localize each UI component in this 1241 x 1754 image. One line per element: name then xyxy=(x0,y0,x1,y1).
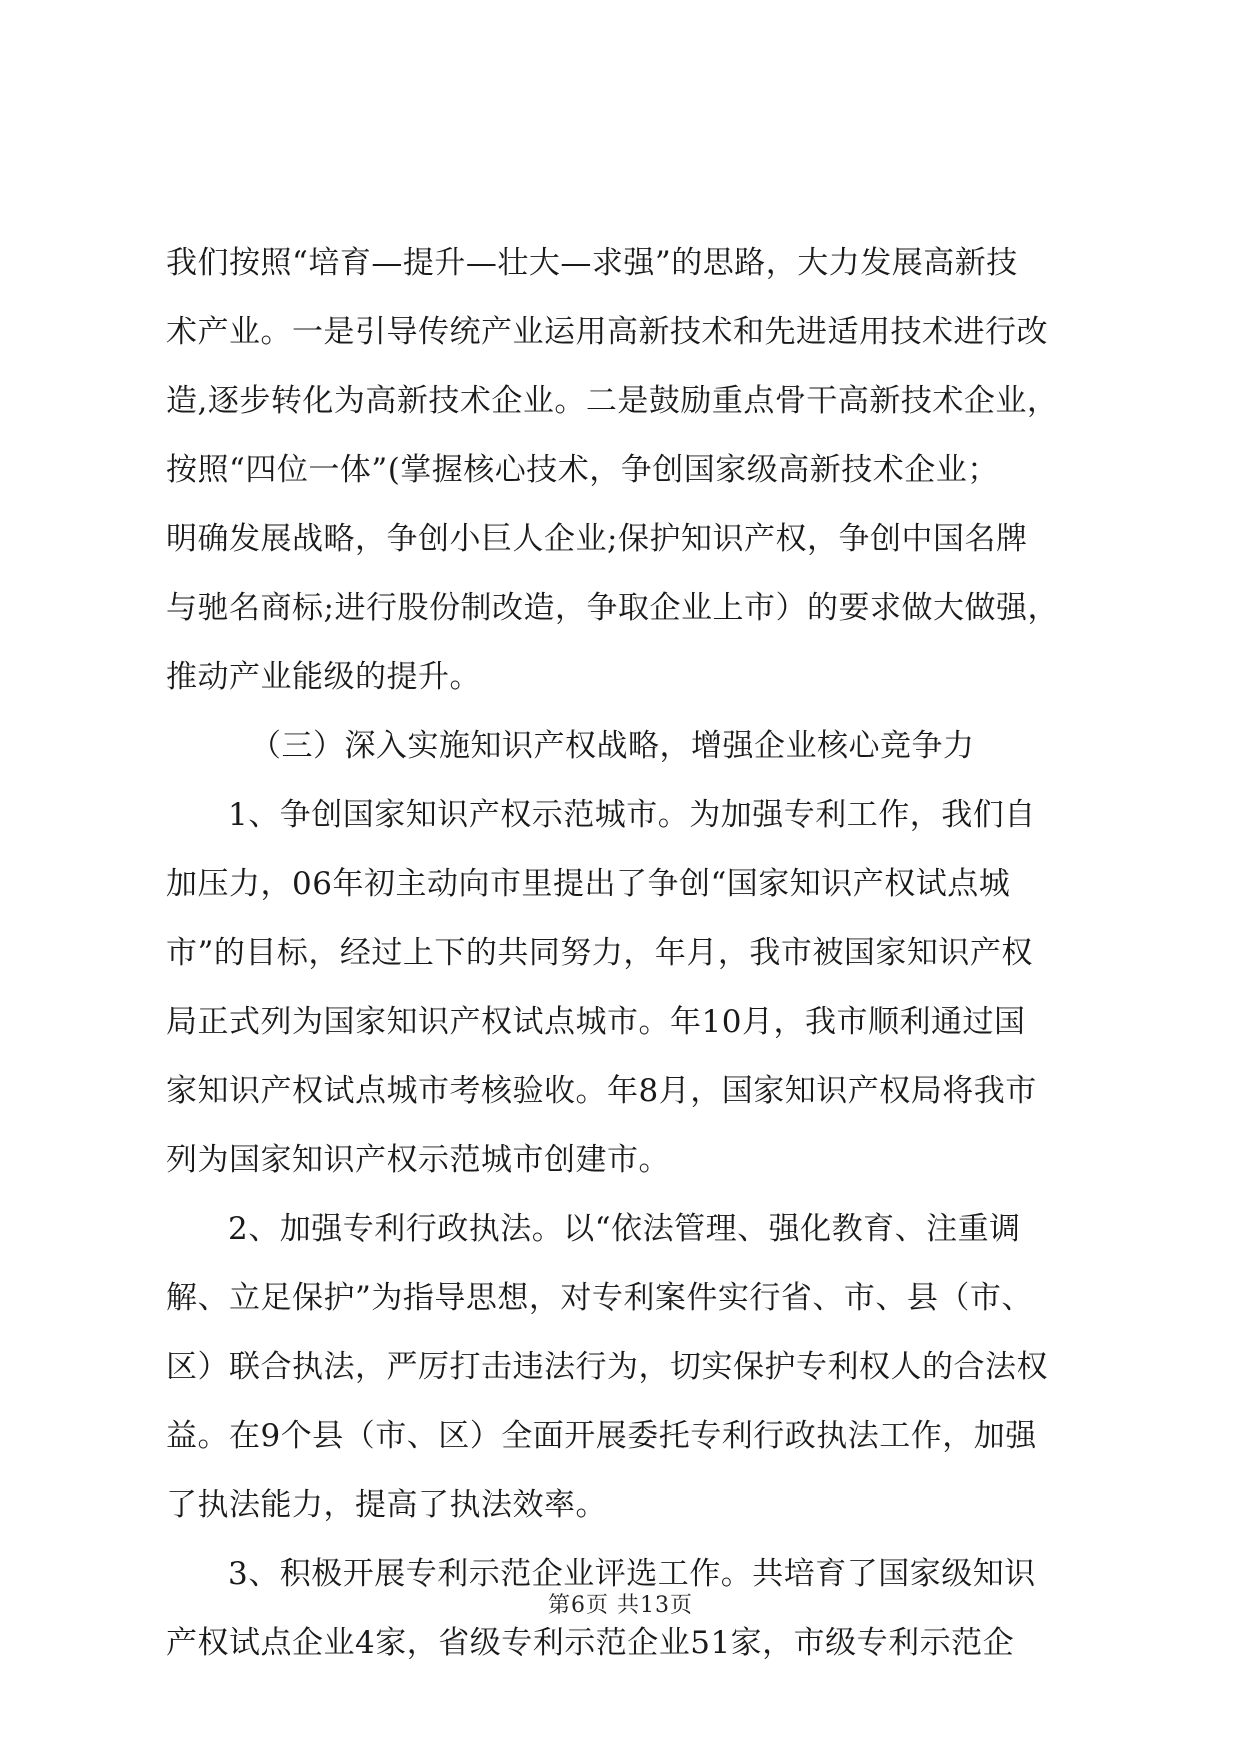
paragraph-1-line-4: 按照“四位一体”(掌握核心技术，争创国家级高新技术企业； xyxy=(166,452,999,488)
paragraph-4-line-2: 解、立足保护”为指导思想，对专利案件实行省、市、县（市、 xyxy=(166,1280,1033,1316)
paragraph-3-line-6: 列为国家知识产权示范城市创建市。 xyxy=(166,1142,670,1178)
paragraph-3-line-4: 局正式列为国家知识产权试点城市。年10月，我市顺利通过国 xyxy=(166,1004,1026,1040)
paragraph-4-line-1: 2、加强专利行政执法。以“依法管理、强化教育、注重调 xyxy=(228,1211,1021,1247)
paragraph-3-line-1: 1、争创国家知识产权示范城市。为加强专利工作，我们自 xyxy=(228,797,1036,833)
paragraph-1-line-5: 明确发展战略，争创小巨人企业;保护知识产权，争创中国名牌 xyxy=(166,521,1028,557)
document-body xyxy=(166,229,1076,1678)
paragraph-3-line-2: 加压力，06年初主动向市里提出了争创“国家知识产权试点城 xyxy=(166,866,1011,902)
section-heading: （三）深入实施知识产权战略，增强企业核心竞争力 xyxy=(250,728,975,764)
paragraph-4-line-3: 区）联合执法，严厉打击违法行为，切实保护专利权人的合法权 xyxy=(166,1349,1048,1385)
paragraph-4-line-4: 益。在9个县（市、区）全面开展委托专利行政执法工作，加强 xyxy=(166,1418,1037,1454)
paragraph-1-line-6: 与驰名商标;进行股份制改造，争取企业上市）的要求做大做强， xyxy=(166,590,1059,626)
paragraph-1-line-3: 造,逐步转化为高新技术企业。二是鼓励重点骨干高新技术企业， xyxy=(166,383,1059,419)
paragraph-1-line-2: 术产业。一是引导传统产业运用高新技术和先进适用技术进行改 xyxy=(166,314,1048,350)
paragraph-1-line-1: 我们按照“培育—提升—壮大—求强”的思路，大力发展高新技 xyxy=(166,245,1018,281)
paragraph-5-line-1: 3、积极开展专利示范企业评选工作。共培育了国家级知识 xyxy=(228,1556,1036,1592)
paragraph-4-line-5: 了执法能力，提高了执法效率。 xyxy=(166,1487,607,1523)
paragraph-3-line-3: 市”的目标，经过上下的共同努力，年月，我市被国家知识产权 xyxy=(166,935,1033,971)
paragraph-3-line-5: 家知识产权试点城市考核验收。年8月，国家知识产权局将我市 xyxy=(166,1073,1037,1109)
page-number-footer: 第6页 共13页 xyxy=(548,1593,693,1618)
paragraph-5-line-2: 产权试点企业4家，省级专利示范企业51家，市级专利示范企 xyxy=(166,1625,1015,1661)
paragraph-1-line-7: 推动产业能级的提升。 xyxy=(166,659,481,695)
